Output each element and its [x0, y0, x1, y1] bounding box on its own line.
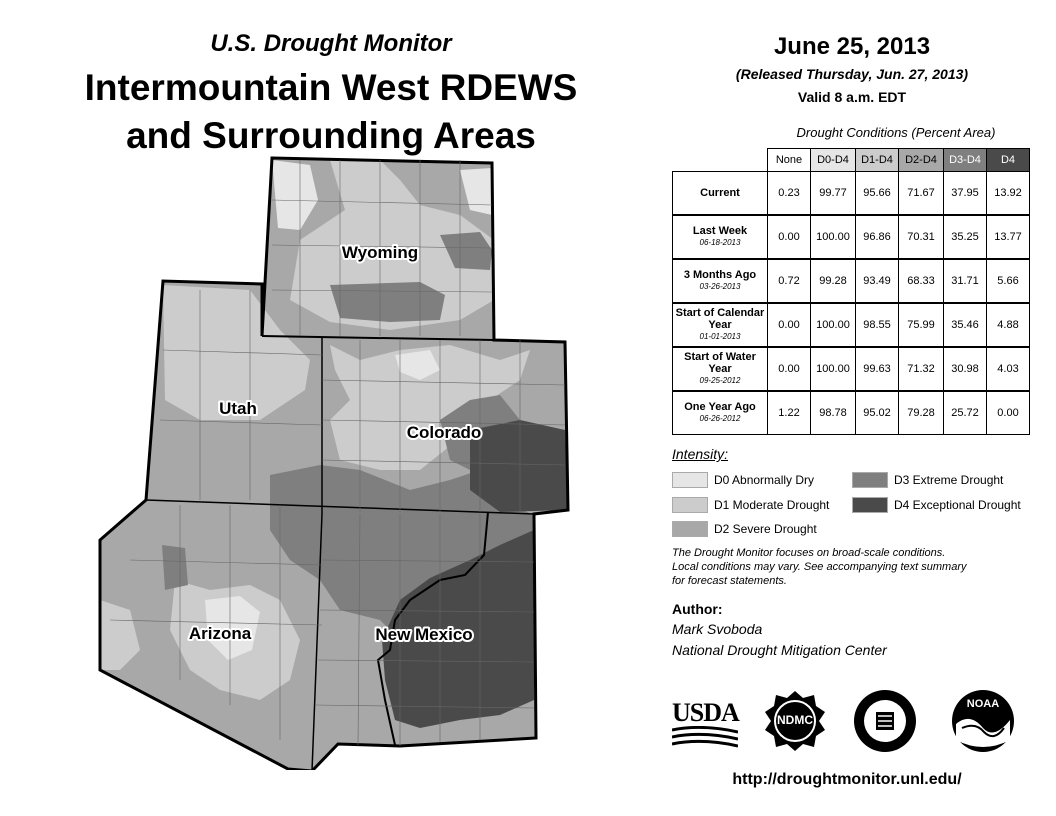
- website-link[interactable]: http://droughtmonitor.unl.edu/: [732, 771, 962, 788]
- cell-value: 95.66: [856, 172, 899, 216]
- ndmc-logo: [764, 690, 826, 752]
- title-line-1: Intermountain West RDEWS: [84, 67, 578, 108]
- valid-time: Valid 8 a.m. EDT: [797, 89, 907, 105]
- legend-label-d2: D2 Severe Drought: [714, 522, 817, 536]
- conditions-header-row: [673, 149, 1030, 172]
- cell-value: 100.00: [811, 215, 856, 259]
- state-label-utah: Utah: [219, 399, 257, 418]
- cell-value: 37.95: [944, 172, 987, 216]
- usda-logo: [672, 700, 738, 750]
- state-label-wyoming: Wyoming: [341, 243, 419, 262]
- cell-value: 0.00: [768, 347, 811, 391]
- conditions-row: [673, 303, 1030, 347]
- legend-item-d0: [672, 472, 814, 488]
- col-header-d0-d4: D0-D4: [811, 149, 856, 172]
- cell-value: 100.00: [811, 303, 856, 347]
- state-label-colorado: Colorado: [406, 423, 482, 442]
- legend-item-d2: [672, 521, 817, 537]
- legend-swatch-d0: [672, 472, 708, 488]
- cell-value: 95.02: [856, 391, 899, 435]
- cell-value: 35.25: [944, 215, 987, 259]
- author-label: Author:: [672, 601, 723, 617]
- legend-swatch-d1: [672, 497, 708, 513]
- noaa-logo: [950, 688, 1016, 754]
- note-line-3: for forecast statements.: [672, 575, 787, 587]
- ndmc-logo-text: NDMC: [777, 713, 813, 727]
- col-header-d2-d4: D2-D4: [899, 149, 944, 172]
- note-line-1: The Drought Monitor focuses on broad-scale conditions.: [672, 547, 946, 559]
- cell-value: 4.88: [987, 303, 1030, 347]
- col-header-d3-d4: D3-D4: [944, 149, 987, 172]
- title-line-2: and Surrounding Areas: [126, 115, 536, 156]
- row-label-date: 06-26-2012: [699, 414, 741, 423]
- cell-value: 99.28: [811, 259, 856, 303]
- d4-area-colorado: [470, 420, 568, 512]
- row-label: [673, 172, 768, 216]
- cell-value: 68.33: [899, 259, 944, 303]
- cell-value: 71.32: [899, 347, 944, 391]
- cell-value: 0.00: [768, 215, 811, 259]
- cell-value: 96.86: [856, 215, 899, 259]
- row-label-text: Start of Calendar Year: [675, 307, 765, 331]
- usda-logo-text: USDA: [672, 698, 739, 727]
- row-label-text: 3 Months Ago: [683, 269, 757, 281]
- cell-value: 71.67: [899, 172, 944, 216]
- legend-item-d4: [852, 497, 1021, 513]
- cell-value: 13.77: [987, 215, 1030, 259]
- cell-value: 0.00: [987, 391, 1030, 435]
- cell-value: 93.49: [856, 259, 899, 303]
- col-header-d1-d4: D1-D4: [856, 149, 899, 172]
- cell-value: 70.31: [899, 215, 944, 259]
- cell-value: 30.98: [944, 347, 987, 391]
- row-label-date: 01-01-2013: [699, 332, 741, 341]
- row-label-date: 06-18-2013: [699, 238, 741, 247]
- cell-value: 31.71: [944, 259, 987, 303]
- conditions-row: [673, 347, 1030, 391]
- cell-value: 0.23: [768, 172, 811, 216]
- legend-title: Intensity:: [672, 446, 729, 462]
- row-label: [673, 303, 768, 347]
- conditions-row: [673, 172, 1030, 216]
- row-label-text: Start of Water Year: [684, 351, 756, 375]
- cell-value: 25.72: [944, 391, 987, 435]
- note-line-2: Local conditions may vary. See accompanying text summary: [672, 561, 967, 573]
- row-label: [673, 391, 768, 435]
- cell-value: 99.63: [856, 347, 899, 391]
- commerce-seal-logo: [852, 688, 918, 754]
- conditions-row: [673, 215, 1030, 259]
- release-date: (Released Thursday, Jun. 27, 2013): [735, 66, 969, 82]
- cell-value: 100.00: [811, 347, 856, 391]
- noaa-logo-text: NOAA: [966, 698, 1000, 710]
- row-label-date: 09-25-2012: [699, 376, 741, 385]
- usda-stripes-icon: [672, 726, 738, 748]
- legend-label-d0: D0 Abnormally Dry: [714, 473, 815, 487]
- cell-value: 75.99: [899, 303, 944, 347]
- cell-value: 79.28: [899, 391, 944, 435]
- cell-value: 0.00: [768, 303, 811, 347]
- conditions-caption: Drought Conditions (Percent Area): [796, 125, 996, 140]
- legend-label-d3: D3 Extreme Drought: [894, 473, 1004, 487]
- legend-swatch-d4: [852, 497, 888, 513]
- cell-value: 1.22: [768, 391, 811, 435]
- col-header-none: None: [768, 149, 811, 172]
- cell-value: 98.78: [811, 391, 856, 435]
- conditions-table: [672, 148, 1030, 435]
- col-header-d4: D4: [987, 149, 1030, 172]
- drought-map: [0, 150, 580, 770]
- legend-swatch-d3: [852, 472, 888, 488]
- cell-value: 5.66: [987, 259, 1030, 303]
- conditions-row: [673, 391, 1030, 435]
- row-label: [673, 259, 768, 303]
- seal-icon: [852, 688, 918, 754]
- row-label-text: One Year Ago: [684, 401, 756, 413]
- conditions-body: [673, 172, 1030, 435]
- header-blank: [673, 149, 768, 172]
- cell-value: 0.72: [768, 259, 811, 303]
- disclaimer-note: [672, 546, 1022, 588]
- legend-swatch-d2: [672, 521, 708, 537]
- legend-label-d1: D1 Moderate Drought: [714, 498, 830, 512]
- map-date: June 25, 2013: [773, 33, 931, 60]
- header-kicker: U.S. Drought Monitor: [210, 30, 452, 57]
- row-label-text: Last Week: [692, 225, 748, 237]
- cell-value: 98.55: [856, 303, 899, 347]
- row-label-date: 03-26-2013: [699, 282, 741, 291]
- legend-item-d3: [852, 472, 1003, 488]
- cell-value: 35.46: [944, 303, 987, 347]
- d3-area-arizona-spot: [162, 545, 188, 590]
- legend-item-d1: [672, 497, 829, 513]
- row-label: [673, 347, 768, 391]
- cell-value: 4.03: [987, 347, 1030, 391]
- state-label-new-mexico: New Mexico: [375, 625, 473, 644]
- conditions-row: [673, 259, 1030, 303]
- cell-value: 99.77: [811, 172, 856, 216]
- state-label-arizona: Arizona: [188, 624, 252, 643]
- author-org: National Drought Mitigation Center: [672, 642, 887, 658]
- row-label-text: Current: [700, 187, 740, 199]
- row-label: [673, 215, 768, 259]
- legend-label-d4: D4 Exceptional Drought: [894, 498, 1021, 512]
- cell-value: 13.92: [987, 172, 1030, 216]
- d3-area-wyoming: [330, 282, 445, 322]
- author-name: Mark Svoboda: [672, 621, 763, 637]
